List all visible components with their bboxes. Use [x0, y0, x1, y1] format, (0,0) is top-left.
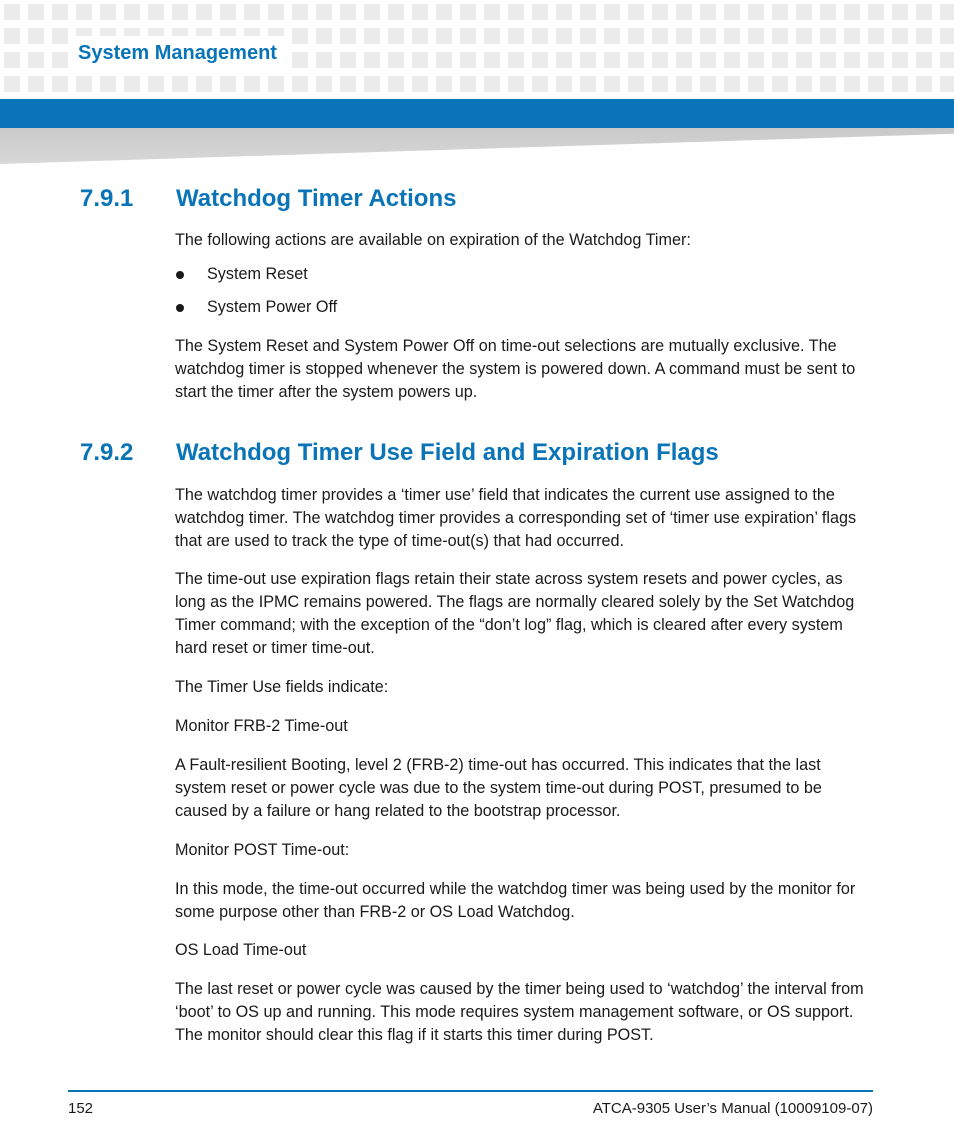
header-gray-wedge: [0, 128, 954, 164]
field-name: Monitor POST Time-out:: [175, 841, 350, 859]
manual-title: ATCA-9305 User’s Manual (10009109-07): [592, 1100, 873, 1117]
paragraph: The last reset or power cycle was caused by the timer being used to ‘watchdog’ the interval from ‘boot’ to OS up and running. This mode requires system management software, or OS support. The monitor should clear this flag if it starts this timer during POST.: [175, 980, 864, 1044]
field-name: OS Load Time-out: [175, 941, 307, 959]
section-intro: The following actions are available on expiration of the Watchdog Timer:: [175, 231, 691, 249]
paragraph: The time-out use expiration flags retain their state across system resets and power cycles, as long as the IPMC remains powered. The flags are normally cleared solely by the Set Watchdog Timer command; with the exception of the “don’t log” flag, which is cleared after every system hard reset or timer time-out.: [175, 570, 855, 657]
paragraph: The Timer Use fields indicate:: [175, 678, 389, 696]
bullet-item: System Power Off: [207, 298, 338, 316]
bullet-dot: [176, 304, 184, 312]
field-name: Monitor FRB-2 Time-out: [175, 717, 348, 735]
paragraph: The System Reset and System Power Off on time-out selections are mutually exclusive. The watchdog timer is stopped whenever the system is powered down. A command must be sent to start the timer after the system powers up.: [175, 337, 856, 401]
footer-rule: [68, 1090, 873, 1092]
bullet-item: System Reset: [207, 265, 308, 283]
paragraph: In this mode, the time-out occurred while the watchdog timer was being used by the monitor for some purpose other than FRB-2 or OS Load Watchdog.: [175, 880, 856, 921]
running-header-title: System Management: [68, 36, 287, 70]
paragraph: A Fault-resilient Booting, level 2 (FRB-2) time-out has occurred. This indicates that the last system reset or power cycle was due to the system time-out during POST, presumed to be caused by a failure or hang related to the bootstrap processor.: [175, 756, 822, 820]
section-title: Watchdog Timer Actions: [176, 185, 457, 212]
section-title: Watchdog Timer Use Field and Expiration Flags: [176, 439, 719, 466]
section-number: 7.9.2: [80, 439, 134, 466]
header-blue-band: [0, 99, 954, 128]
bullet-dot: [176, 271, 184, 279]
page-number: 152: [68, 1100, 94, 1117]
paragraph: The watchdog timer provides a ‘timer use’ field that indicates the current use assigned to the watchdog timer. The watchdog timer provides a corresponding set of ‘timer use expiration’ flags that are used to track the type of time-out(s) that had occurred.: [175, 486, 857, 550]
section-number: 7.9.1: [80, 185, 134, 212]
